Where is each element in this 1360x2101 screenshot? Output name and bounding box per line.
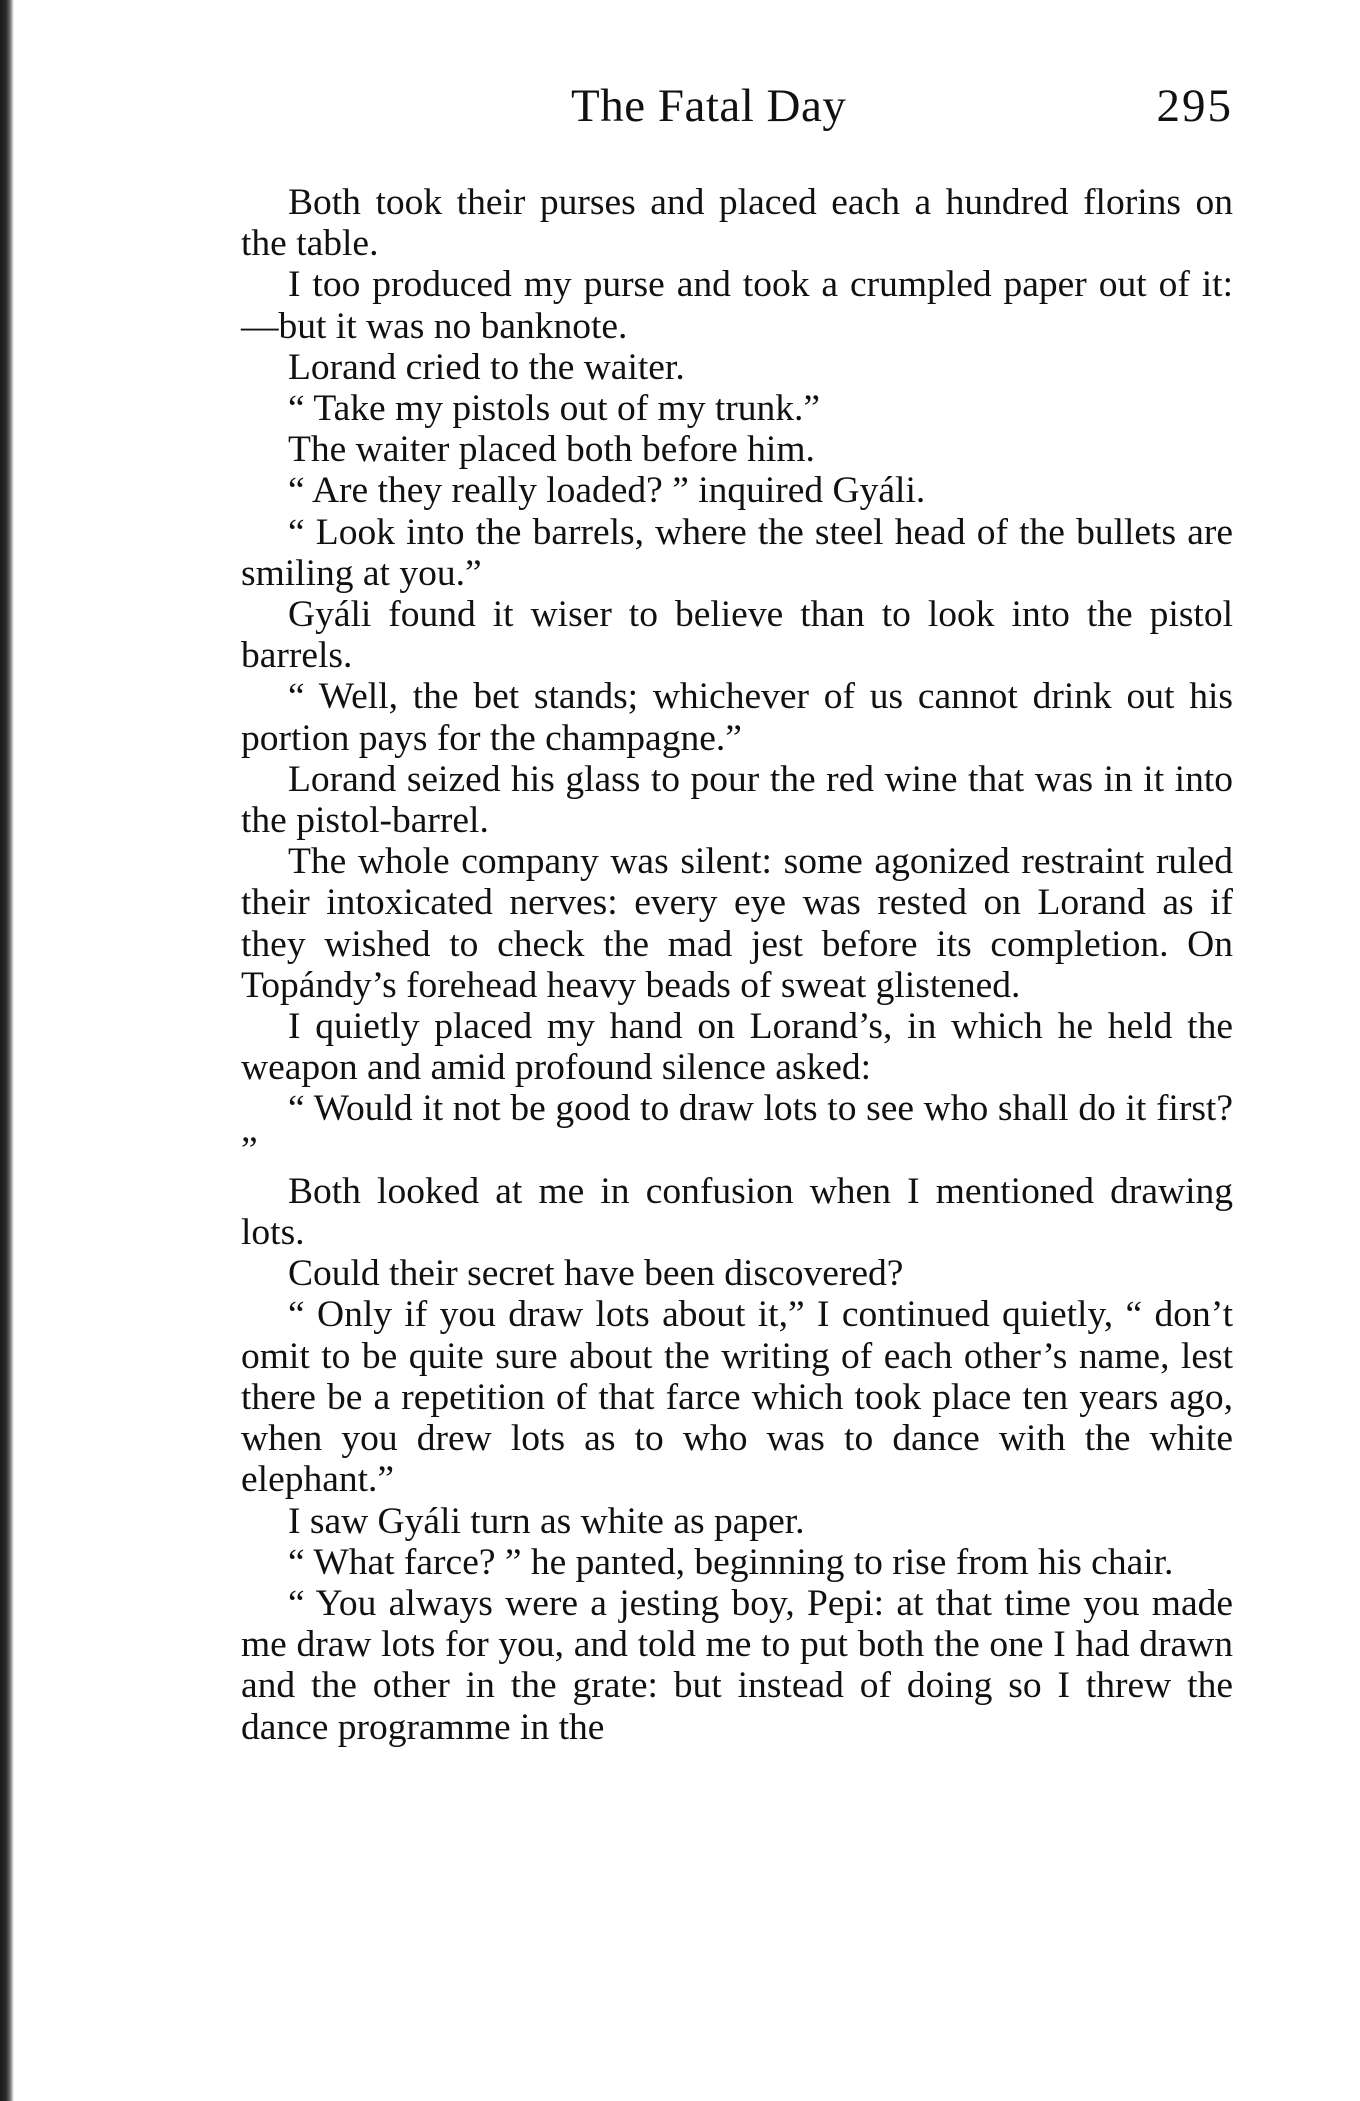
- paragraph: Could their secret have been discovered?: [288, 1253, 904, 1295]
- paragraph: “ Only if you draw lots about it,” I continued quietly, “ don’t omit to be quite sure about the writing of each other’s name, lest there be a repetition of that farce which took place ten years ago, when you drew lots as to who was to dance with the white elephant.”: [241, 1294, 1233, 1501]
- paragraph: The whole company was silent: some agonized restraint ruled their intoxicated nerves: every eye was rested on Lorand as if they wished to check the mad jest before its completion. On Topándy’s forehead heavy beads of sweat glistened.: [241, 841, 1233, 1006]
- paragraph: Both looked at me in confusion when I mentioned drawing lots.: [241, 1170, 1233, 1254]
- paragraph: “ What farce? ” he panted, beginning to rise from his chair.: [288, 1541, 1174, 1583]
- paragraph: The waiter placed both before him.: [288, 429, 815, 471]
- paragraph: Lorand seized his glass to pour the red wine that was in it into the pistol-barrel.: [241, 758, 1233, 842]
- paragraph: “ Well, the bet stands; whichever of us cannot drink out his portion pays for the champagne.”: [241, 676, 1233, 759]
- page-body: [241, 182, 1233, 1748]
- running-title: The Fatal Day: [571, 80, 847, 132]
- page-number: 295: [1156, 80, 1233, 132]
- paragraph: “ Take my pistols out of my trunk.”: [288, 388, 821, 430]
- paragraph: Gyáli found it wiser to believe than to look into the pistol barrels.: [241, 594, 1233, 677]
- paragraph: “ Look into the barrels, where the steel head of the bullets are smiling at you.”: [241, 511, 1233, 594]
- paragraph: I too produced my purse and took a crumpled paper out of it:—but it was no banknote.: [241, 264, 1233, 347]
- paragraph: Lorand cried to the waiter.: [288, 346, 685, 388]
- paragraph: Both took their purses and placed each a hundred florins on the table.: [241, 182, 1233, 265]
- book-binding-edge: [0, 0, 14, 2101]
- paragraph: “ Are they really loaded? ” inquired Gyáli.: [288, 470, 926, 512]
- page-header: [241, 78, 1233, 148]
- book-page: [241, 78, 1233, 1748]
- paragraph: I quietly placed my hand on Lorand’s, in which he held the weapon and amid profound silence asked:: [241, 1006, 1233, 1089]
- paragraph: “ Would it not be good to draw lots to see who shall do it first? ”: [241, 1088, 1233, 1171]
- paragraph: I saw Gyáli turn as white as paper.: [288, 1500, 805, 1542]
- paragraph: “ You always were a jesting boy, Pepi: at that time you made me draw lots for you, and told me to put both the one I had drawn and the other in the grate: but instead of doing so I threw the dance programme in the: [241, 1582, 1233, 1748]
